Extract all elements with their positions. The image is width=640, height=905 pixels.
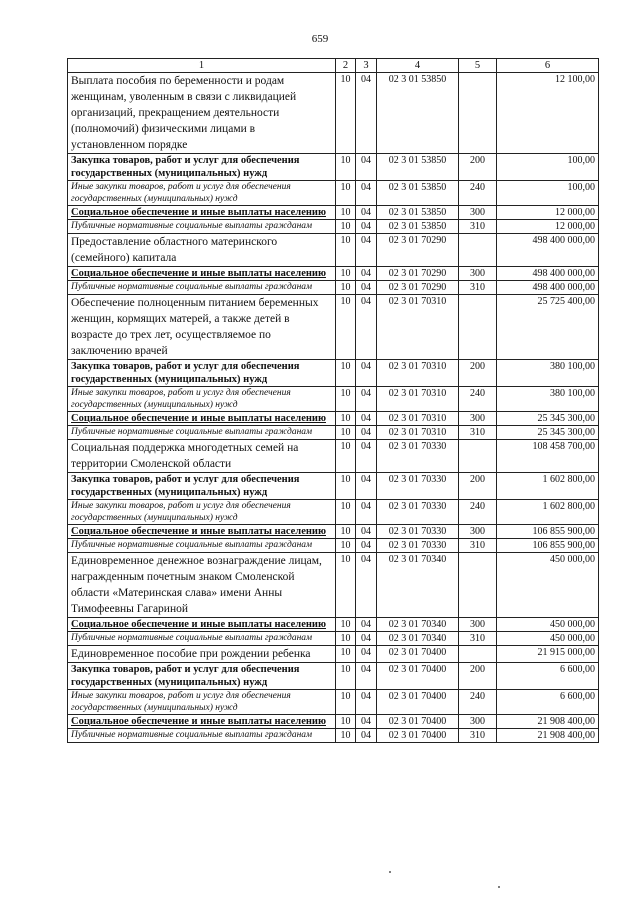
row-subsection: 04 (356, 525, 377, 539)
row-amount: 6 600,00 (497, 690, 599, 715)
row-name: Выплата пособия по беременности и родам женщинам, уволенным в связи с ликвидацией организаций, прекращением деятельности (полномочий) физическими лицами в установленном порядке (68, 73, 336, 154)
column-header-expense-type: 5 (459, 59, 497, 73)
row-expense-type: 240 (459, 181, 497, 206)
row-target-code: 02 3 01 70400 (377, 729, 459, 743)
row-expense-type (459, 646, 497, 663)
row-subsection: 04 (356, 473, 377, 500)
row-expense-type: 200 (459, 663, 497, 690)
column-header-subsection: 3 (356, 59, 377, 73)
row-target-code: 02 3 01 53850 (377, 154, 459, 181)
row-section: 10 (336, 181, 356, 206)
row-amount: 25 725 400,00 (497, 295, 599, 360)
table-row (68, 500, 599, 525)
row-name: Социальное обеспечение и иные выплаты населению (68, 715, 336, 729)
row-amount: 21 908 400,00 (497, 715, 599, 729)
row-target-code: 02 3 01 53850 (377, 181, 459, 206)
row-name: Социальная поддержка многодетных семей на территории Смоленской области (68, 440, 336, 473)
row-subsection: 04 (356, 234, 377, 267)
row-amount: 12 000,00 (497, 220, 599, 234)
row-subsection: 04 (356, 618, 377, 632)
row-subsection: 04 (356, 295, 377, 360)
row-subsection: 04 (356, 632, 377, 646)
row-subsection: 04 (356, 440, 377, 473)
table-row (68, 729, 599, 743)
row-section: 10 (336, 360, 356, 387)
row-subsection: 04 (356, 539, 377, 553)
table-row (68, 154, 599, 181)
row-target-code: 02 3 01 70400 (377, 646, 459, 663)
row-subsection: 04 (356, 729, 377, 743)
row-target-code: 02 3 01 70330 (377, 539, 459, 553)
row-expense-type: 240 (459, 387, 497, 412)
row-name: Публичные нормативные социальные выплаты гражданам (68, 729, 336, 743)
row-expense-type: 310 (459, 220, 497, 234)
row-target-code: 02 3 01 70340 (377, 632, 459, 646)
row-section: 10 (336, 500, 356, 525)
table-row (68, 525, 599, 539)
row-expense-type: 300 (459, 525, 497, 539)
row-section: 10 (336, 646, 356, 663)
row-section: 10 (336, 618, 356, 632)
row-target-code: 02 3 01 70310 (377, 360, 459, 387)
row-target-code: 02 3 01 70310 (377, 412, 459, 426)
row-name: Единовременное пособие при рождении ребенка (68, 646, 336, 663)
row-section: 10 (336, 553, 356, 618)
row-subsection: 04 (356, 267, 377, 281)
row-target-code: 02 3 01 70330 (377, 440, 459, 473)
row-name: Публичные нормативные социальные выплаты гражданам (68, 281, 336, 295)
row-expense-type: 200 (459, 154, 497, 181)
row-target-code: 02 3 01 70310 (377, 426, 459, 440)
row-expense-type: 240 (459, 500, 497, 525)
row-name: Закупка товаров, работ и услуг для обеспечения государственных (муниципальных) нужд (68, 473, 336, 500)
table-row (68, 553, 599, 618)
row-expense-type: 200 (459, 360, 497, 387)
row-amount: 25 345 300,00 (497, 412, 599, 426)
row-amount: 12 000,00 (497, 206, 599, 220)
row-amount: 106 855 900,00 (497, 539, 599, 553)
scan-speck (498, 886, 500, 888)
row-name: Социальное обеспечение и иные выплаты населению (68, 267, 336, 281)
row-name: Единовременное денежное вознаграждение лицам, награжденным почетным знаком Смоленской области «Материнская слава» имени Анны Тимофеевны Гагариной (68, 553, 336, 618)
row-target-code: 02 3 01 70290 (377, 267, 459, 281)
row-name: Публичные нормативные социальные выплаты гражданам (68, 632, 336, 646)
column-header-target-code: 4 (377, 59, 459, 73)
row-name: Публичные нормативные социальные выплаты гражданам (68, 220, 336, 234)
row-expense-type: 200 (459, 473, 497, 500)
row-section: 10 (336, 73, 356, 154)
row-expense-type: 310 (459, 539, 497, 553)
row-expense-type: 300 (459, 412, 497, 426)
page-number: 659 (311, 33, 329, 45)
row-section: 10 (336, 715, 356, 729)
row-expense-type: 310 (459, 632, 497, 646)
row-subsection: 04 (356, 73, 377, 154)
row-subsection: 04 (356, 181, 377, 206)
row-expense-type: 310 (459, 426, 497, 440)
row-amount: 25 345 300,00 (497, 426, 599, 440)
row-target-code: 02 3 01 70400 (377, 715, 459, 729)
table-row (68, 715, 599, 729)
row-section: 10 (336, 426, 356, 440)
row-amount: 380 100,00 (497, 360, 599, 387)
row-amount: 12 100,00 (497, 73, 599, 154)
row-expense-type: 300 (459, 267, 497, 281)
row-amount: 6 600,00 (497, 663, 599, 690)
row-target-code: 02 3 01 70310 (377, 295, 459, 360)
row-target-code: 02 3 01 70330 (377, 525, 459, 539)
row-target-code: 02 3 01 70400 (377, 663, 459, 690)
row-name: Социальное обеспечение и иные выплаты населению (68, 206, 336, 220)
row-subsection: 04 (356, 412, 377, 426)
row-name: Иные закупки товаров, работ и услуг для обеспечения государственных (муниципальных) нужд (68, 181, 336, 206)
row-subsection: 04 (356, 281, 377, 295)
row-target-code: 02 3 01 70290 (377, 234, 459, 267)
row-subsection: 04 (356, 553, 377, 618)
row-amount: 21 908 400,00 (497, 729, 599, 743)
table-row (68, 426, 599, 440)
row-subsection: 04 (356, 663, 377, 690)
row-target-code: 02 3 01 70310 (377, 387, 459, 412)
row-target-code: 02 3 01 53850 (377, 73, 459, 154)
row-section: 10 (336, 295, 356, 360)
budget-table (67, 58, 599, 743)
row-expense-type: 240 (459, 690, 497, 715)
row-name: Социальное обеспечение и иные выплаты населению (68, 412, 336, 426)
row-section: 10 (336, 206, 356, 220)
row-expense-type (459, 295, 497, 360)
table-row (68, 360, 599, 387)
row-section: 10 (336, 473, 356, 500)
row-target-code: 02 3 01 70330 (377, 473, 459, 500)
row-expense-type: 300 (459, 206, 497, 220)
row-expense-type: 300 (459, 715, 497, 729)
row-name: Публичные нормативные социальные выплаты гражданам (68, 426, 336, 440)
row-target-code: 02 3 01 70400 (377, 690, 459, 715)
row-target-code: 02 3 01 70340 (377, 553, 459, 618)
table-row (68, 690, 599, 715)
row-expense-type: 300 (459, 618, 497, 632)
table-row (68, 646, 599, 663)
row-section: 10 (336, 154, 356, 181)
row-name: Публичные нормативные социальные выплаты гражданам (68, 539, 336, 553)
row-section: 10 (336, 234, 356, 267)
row-name: Предоставление областного материнского (семейного) капитала (68, 234, 336, 267)
row-name: Социальное обеспечение и иные выплаты населению (68, 525, 336, 539)
row-section: 10 (336, 281, 356, 295)
row-expense-type (459, 234, 497, 267)
row-amount: 106 855 900,00 (497, 525, 599, 539)
row-section: 10 (336, 729, 356, 743)
column-header-name: 1 (68, 59, 336, 73)
column-number-row (68, 59, 599, 73)
row-section: 10 (336, 267, 356, 281)
row-amount: 100,00 (497, 181, 599, 206)
table-row (68, 412, 599, 426)
table-row (68, 387, 599, 412)
row-amount: 21 915 000,00 (497, 646, 599, 663)
row-subsection: 04 (356, 646, 377, 663)
row-target-code: 02 3 01 70290 (377, 281, 459, 295)
table-row (68, 206, 599, 220)
row-amount: 108 458 700,00 (497, 440, 599, 473)
table-row (68, 234, 599, 267)
row-subsection: 04 (356, 154, 377, 181)
row-amount: 498 400 000,00 (497, 281, 599, 295)
row-name: Закупка товаров, работ и услуг для обеспечения государственных (муниципальных) нужд (68, 154, 336, 181)
row-amount: 1 602 800,00 (497, 500, 599, 525)
row-section: 10 (336, 412, 356, 426)
table-row (68, 295, 599, 360)
row-section: 10 (336, 220, 356, 234)
row-name: Социальное обеспечение и иные выплаты населению (68, 618, 336, 632)
row-expense-type (459, 553, 497, 618)
table-row (68, 181, 599, 206)
row-amount: 450 000,00 (497, 632, 599, 646)
row-subsection: 04 (356, 220, 377, 234)
row-expense-type: 310 (459, 729, 497, 743)
row-subsection: 04 (356, 500, 377, 525)
table-row (68, 440, 599, 473)
row-expense-type (459, 73, 497, 154)
row-name: Закупка товаров, работ и услуг для обеспечения государственных (муниципальных) нужд (68, 663, 336, 690)
row-subsection: 04 (356, 715, 377, 729)
row-section: 10 (336, 525, 356, 539)
row-amount: 498 400 000,00 (497, 267, 599, 281)
row-name: Обеспечение полноценным питанием беременных женщин, кормящих матерей, а также детей в возрасте до трех лет, осуществляемое по заключению врачей (68, 295, 336, 360)
table-row (68, 663, 599, 690)
row-amount: 450 000,00 (497, 618, 599, 632)
table-row (68, 220, 599, 234)
scan-speck (389, 871, 391, 873)
row-subsection: 04 (356, 426, 377, 440)
row-amount: 100,00 (497, 154, 599, 181)
row-section: 10 (336, 632, 356, 646)
row-subsection: 04 (356, 690, 377, 715)
table-row (68, 281, 599, 295)
row-amount: 1 602 800,00 (497, 473, 599, 500)
row-amount: 498 400 000,00 (497, 234, 599, 267)
table-body (68, 73, 599, 743)
row-name: Иные закупки товаров, работ и услуг для обеспечения государственных (муниципальных) нужд (68, 387, 336, 412)
row-amount: 450 000,00 (497, 553, 599, 618)
row-section: 10 (336, 387, 356, 412)
table-header (68, 59, 599, 73)
row-name: Закупка товаров, работ и услуг для обеспечения государственных (муниципальных) нужд (68, 360, 336, 387)
row-subsection: 04 (356, 387, 377, 412)
table-row (68, 632, 599, 646)
row-expense-type (459, 440, 497, 473)
row-amount: 380 100,00 (497, 387, 599, 412)
row-section: 10 (336, 663, 356, 690)
column-header-section: 2 (336, 59, 356, 73)
table-row (68, 539, 599, 553)
row-target-code: 02 3 01 70330 (377, 500, 459, 525)
row-section: 10 (336, 539, 356, 553)
row-subsection: 04 (356, 360, 377, 387)
row-target-code: 02 3 01 53850 (377, 220, 459, 234)
row-target-code: 02 3 01 70340 (377, 618, 459, 632)
row-section: 10 (336, 440, 356, 473)
column-header-amount: 6 (497, 59, 599, 73)
table-row (68, 618, 599, 632)
table-row (68, 267, 599, 281)
row-name: Иные закупки товаров, работ и услуг для обеспечения государственных (муниципальных) нужд (68, 690, 336, 715)
row-expense-type: 310 (459, 281, 497, 295)
row-target-code: 02 3 01 53850 (377, 206, 459, 220)
table-row (68, 73, 599, 154)
table-row (68, 473, 599, 500)
row-subsection: 04 (356, 206, 377, 220)
row-section: 10 (336, 690, 356, 715)
row-name: Иные закупки товаров, работ и услуг для обеспечения государственных (муниципальных) нужд (68, 500, 336, 525)
